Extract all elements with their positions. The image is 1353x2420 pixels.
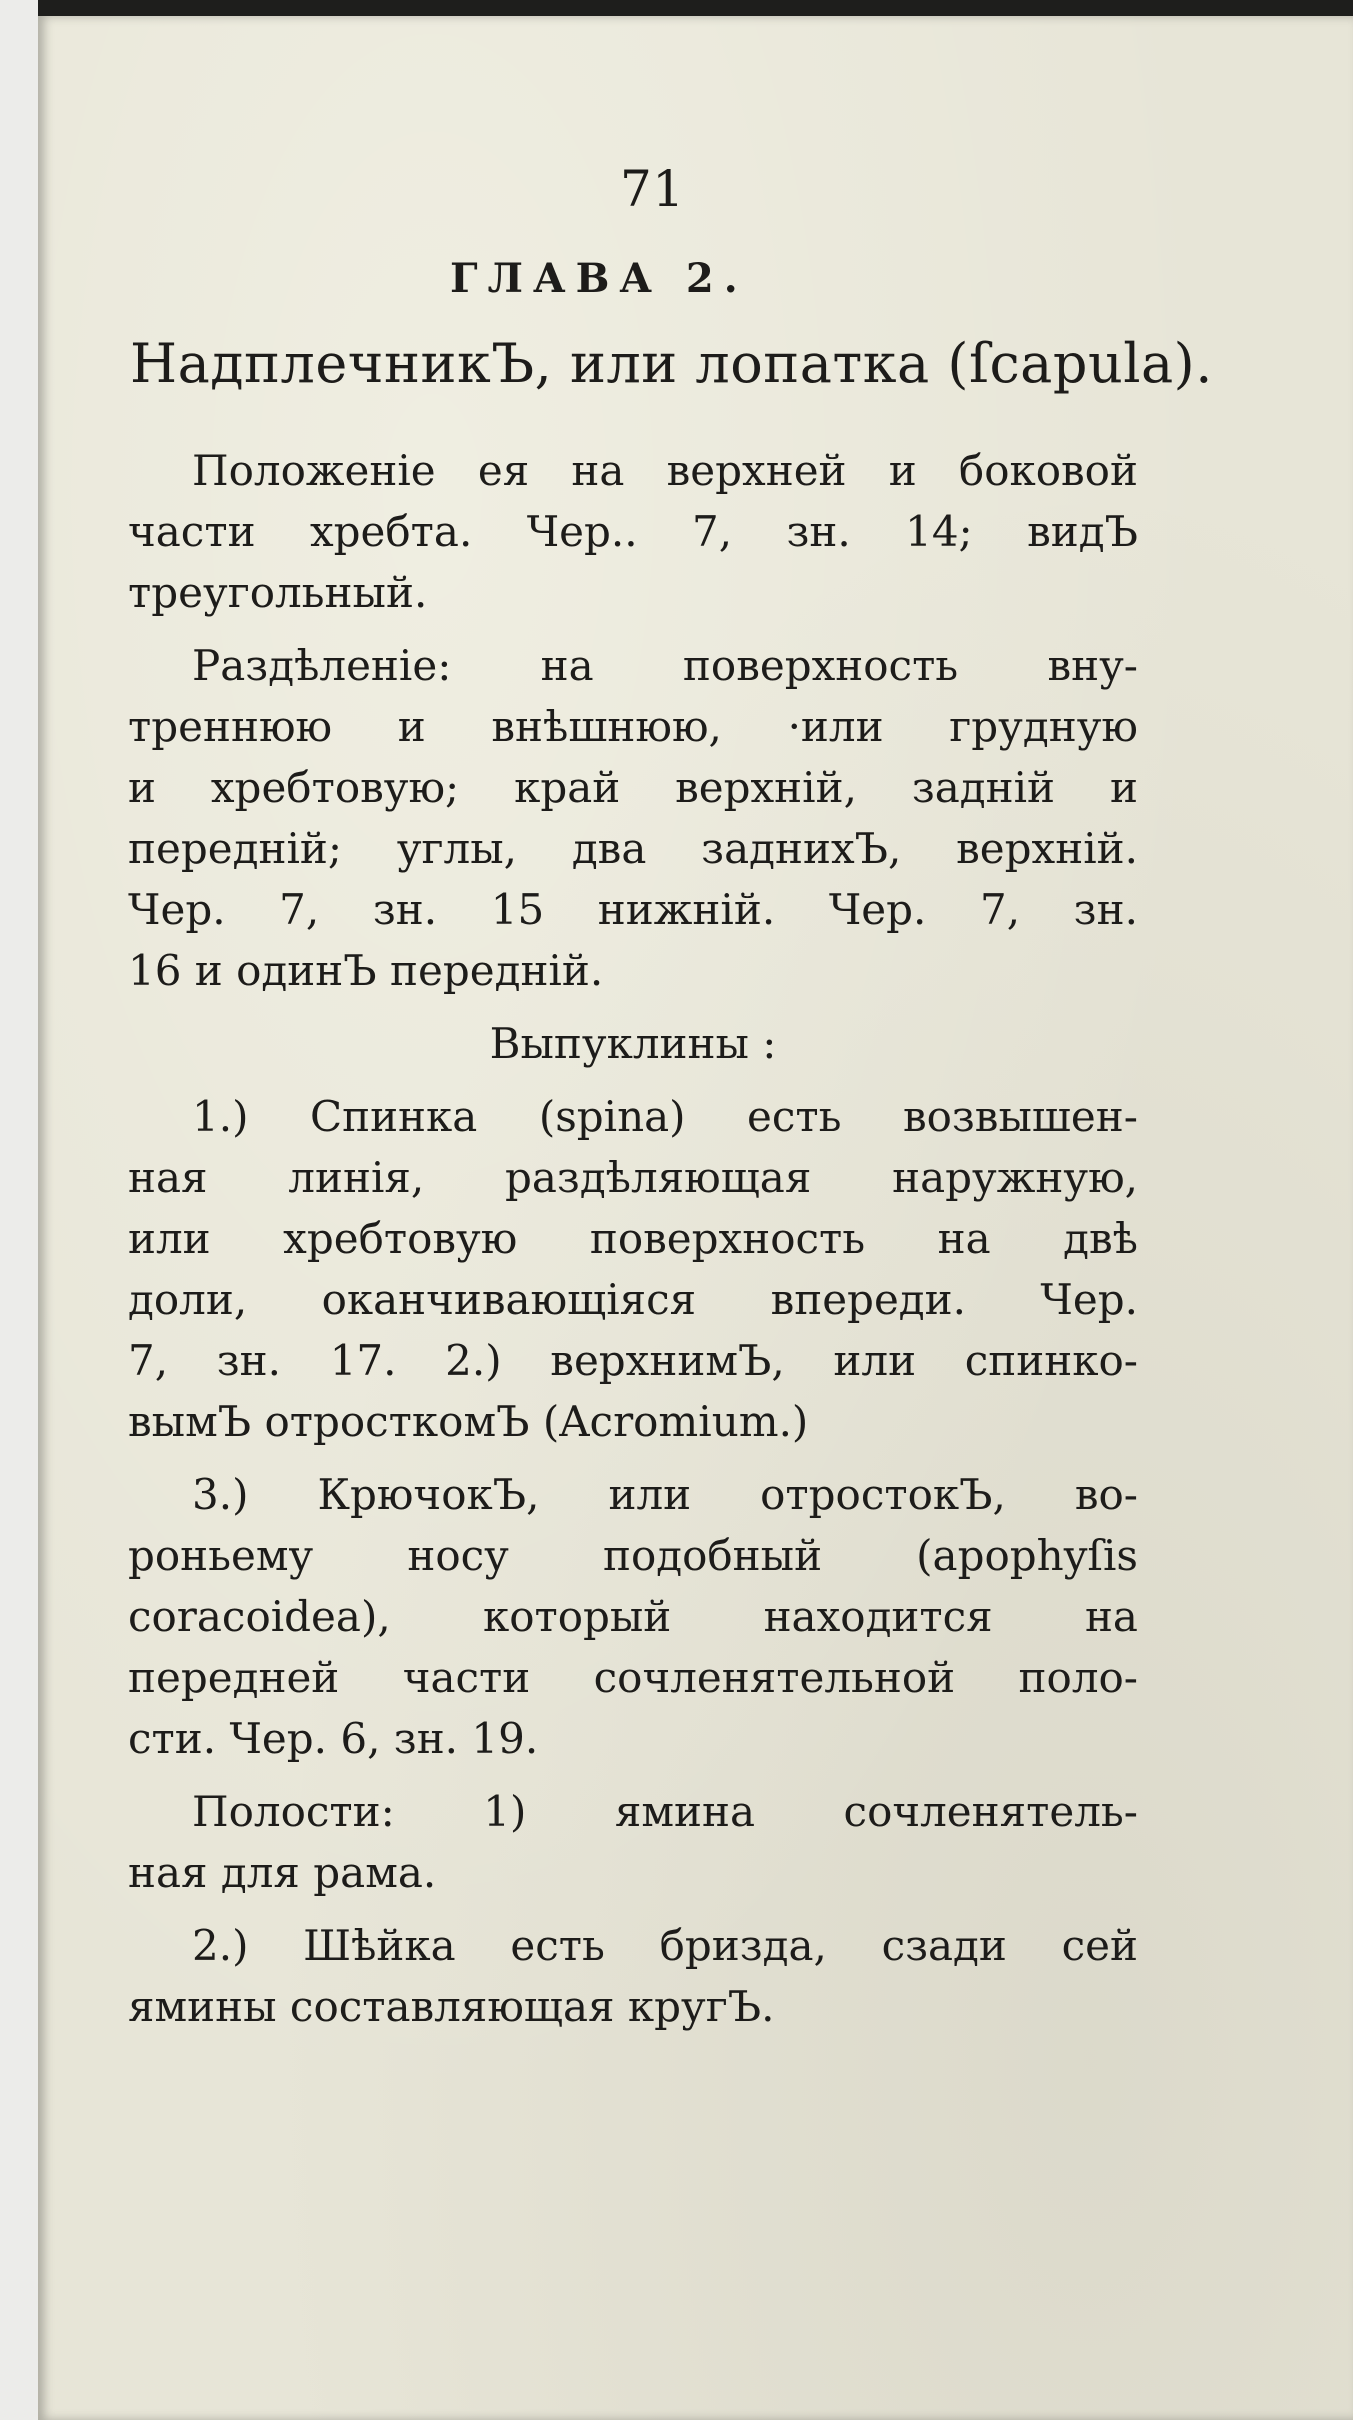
paragraph-gap xyxy=(128,1769,1138,1781)
text-line: 2.) Шѣйка есть бризда, сзади сей xyxy=(192,1921,1138,1970)
text-line: доли, оканчивающіяся впереди. Чер. xyxy=(128,1275,1138,1324)
scan-left-margin xyxy=(0,0,38,2420)
text-line: треннюю и внѣшнюю, ·или грудную xyxy=(128,702,1138,751)
section-title: НадплечникЪ, или лопатка (ſcapula). xyxy=(130,332,1213,395)
paragraph-gap xyxy=(128,1452,1138,1464)
text-line: передней части сочленятельной поло- xyxy=(128,1653,1138,1702)
paragraph-gap xyxy=(128,1001,1138,1013)
chapter-heading: ГЛАВА 2. xyxy=(450,255,748,302)
text-line: 7, зн. 17. 2.) верхнимЪ, или спинко- xyxy=(128,1336,1138,1385)
text-line: Чер. 7, зн. 15 нижній. Чер. 7, зн. xyxy=(128,885,1138,934)
page-number: 71 xyxy=(620,160,685,218)
text-line: Положеніе ея на верхней и боковой xyxy=(192,446,1138,495)
text-line: сти. Чер. 6, зн. 19. xyxy=(128,1714,539,1763)
paragraph-gap xyxy=(128,623,1138,635)
text-line: и хребтовую; край верхній, задній и xyxy=(128,763,1138,812)
text-line: треугольный. xyxy=(128,568,428,617)
text-line: Раздѣленіе: на поверхность вну- xyxy=(192,641,1138,690)
text-line: 1.) Спинка (spina) есть возвышен- xyxy=(192,1092,1138,1141)
text-line: вымЪ отросткомЪ (Acromium.) xyxy=(128,1397,809,1446)
text-line: ямины составляющая кругЪ. xyxy=(128,1982,775,2031)
text-line: coracoidea), который находится на xyxy=(128,1592,1138,1641)
paragraph-gap xyxy=(128,1074,1138,1086)
text-line: ная для рама. xyxy=(128,1848,437,1897)
body-text xyxy=(128,440,1138,2037)
scan-top-edge xyxy=(38,0,1353,16)
paragraph-gap xyxy=(128,1903,1138,1915)
text-line: передній; углы, два заднихЪ, верхній. xyxy=(128,824,1138,873)
text-line: или хребтовую поверхность на двѣ xyxy=(128,1214,1138,1263)
text-line: Полости: 1) ямина сочленятель- xyxy=(192,1787,1138,1836)
text-line: 3.) КрючокЪ, или отростокЪ, во- xyxy=(192,1470,1138,1519)
subheading-line: Выпуклины : xyxy=(489,1019,777,1068)
text-line: части хребта. Чер.. 7, зн. 14; видЪ xyxy=(128,507,1138,556)
text-line: 16 и одинЪ передній. xyxy=(128,946,604,995)
text-line: роньему носу подобный (apophyſis xyxy=(128,1531,1138,1580)
text-line: ная линія, раздѣляющая наружную, xyxy=(128,1153,1138,1202)
